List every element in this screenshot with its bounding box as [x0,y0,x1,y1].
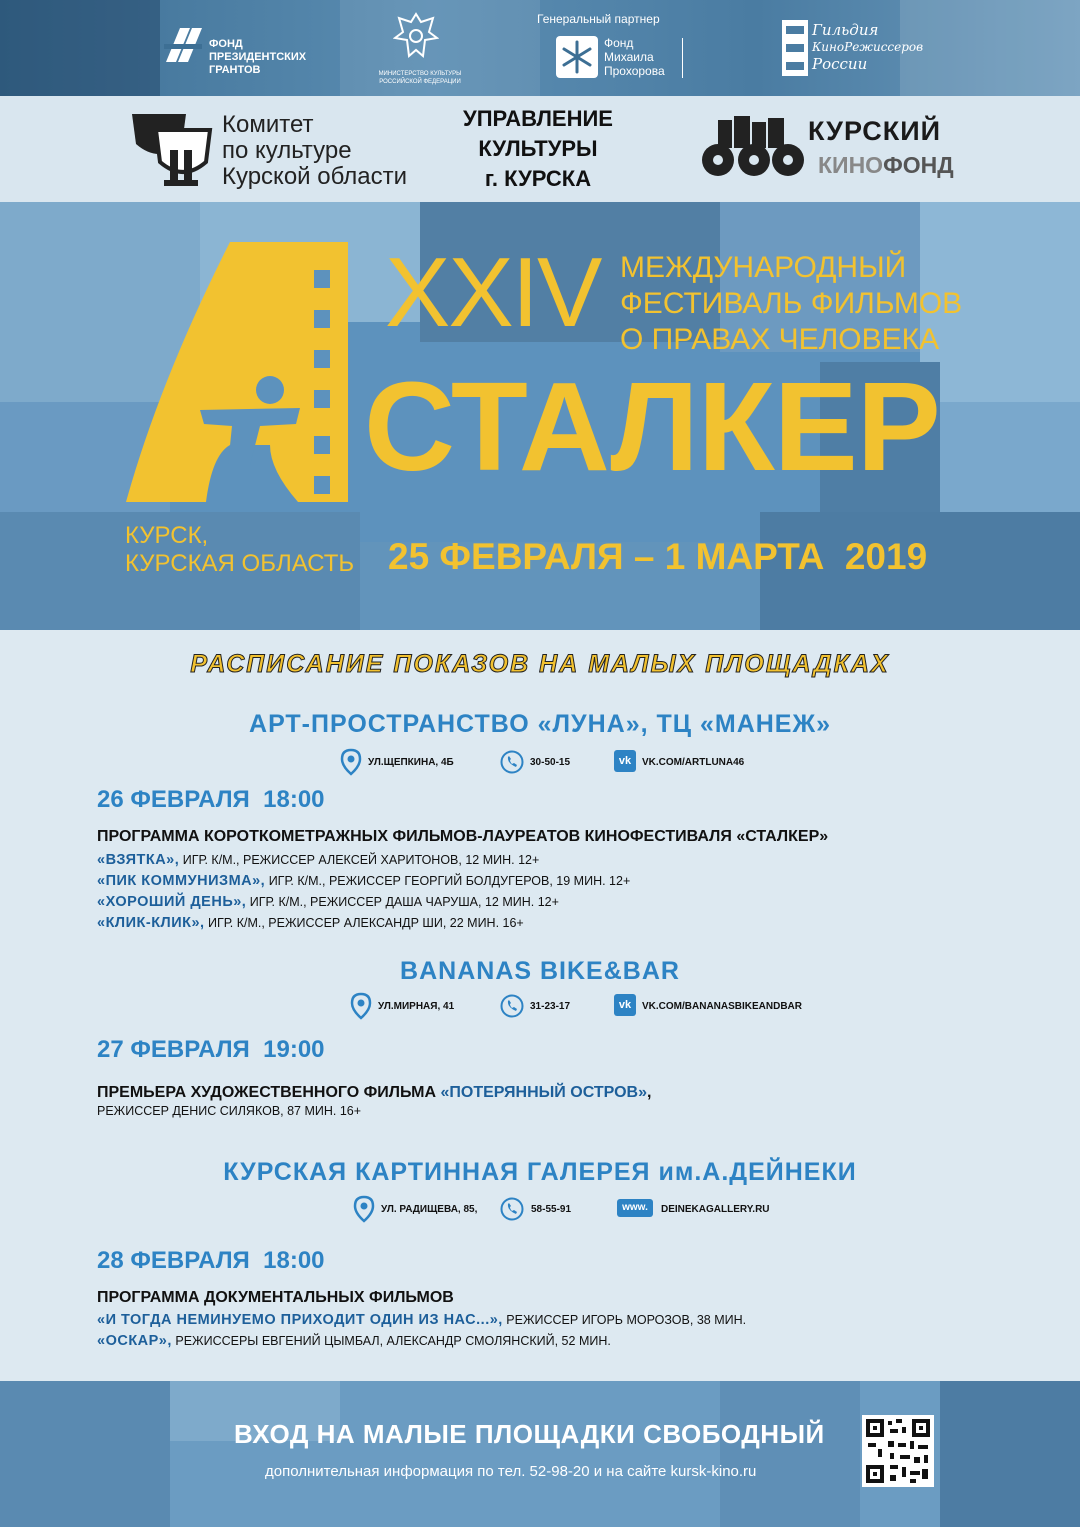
festival-subtitle [620,250,962,358]
venue-address: УЛ.ЩЕПКИНА, 4Б [368,757,454,768]
guild-line2: КиноРежиссеров [812,40,924,54]
location-pin-icon [353,1195,375,1223]
vk-icon: vk [614,994,636,1016]
city-line1: КУРСК, [125,522,209,549]
film-item: «ОСКАР», РЕЖИССЕРЫ ЕВГЕНИЙ ЦЫМБАЛ, АЛЕКСАНДР СМОЛЯНСКИЙ, 52 МИН. [97,1333,611,1349]
ministry-text: МИНИСТЕРСТВО КУЛЬТУРЫ РОССИЙСКОЙ ФЕДЕРАЦИИ [378,71,462,85]
guild-line3: России [812,55,868,73]
photo-tile [720,1381,860,1527]
film-list [97,1310,746,1352]
upravlenie-text: УПРАВЛЕНИЕ КУЛЬТУРЫ г. КУРСКА [463,106,613,191]
vk-icon: vk [614,750,636,772]
program-title: ПРОГРАММА КОРОТКОМЕТРАЖНЫХ ФИЛЬМОВ-ЛАУРЕАТОВ КИНОФЕСТИВАЛЯ «СТАЛКЕР» [97,828,829,845]
kinofond-kino: КИНО [818,152,884,178]
venue-address: УЛ. РАДИЩЕВА, 85, [381,1204,478,1215]
film-item: «ВЗЯТКА», ИГР. К/М., РЕЖИССЕР АЛЕКСЕЙ ХАРИТОНОВ, 12 МИН. 12+ [97,852,540,868]
venue-name: КУРСКАЯ КАРТИННАЯ ГАЛЕРЕЯ им.А.ДЕЙНЕКИ [223,1158,857,1186]
screening-date: 28 ФЕВРАЛЯ 18:00 [97,1247,325,1274]
fpg-text: ФОНД ПРЕЗИДЕНТСКИХ ГРАНТОВ [209,38,307,76]
guild-line1: Гильдия [812,21,879,39]
free-entry-text: ВХОД НА МАЛЫЕ ПЛОЩАДКИ СВОБОДНЫЙ [234,1419,825,1449]
photo-tile [0,1381,170,1527]
ministry-logo [393,10,439,69]
venue-phone: 31-23-17 [530,1001,571,1012]
venue-link[interactable]: VK.COM/BANANASBIKEANDBAR [642,1001,802,1012]
footer [0,1381,1080,1527]
www-icon: www. [617,1199,653,1217]
program-title: ПРОГРАММА ДОКУМЕНТАЛЬНЫХ ФИЛЬМОВ [97,1289,454,1306]
film-title: «ПОТЕРЯННЫЙ ОСТРОВ» [440,1084,647,1101]
sponsor-bar [0,0,1080,96]
city-film-reels-icon [696,116,806,178]
photo-tile [940,402,1080,512]
venue-contacts [340,748,820,776]
qr-code-icon[interactable] [862,1415,934,1487]
location-pin-icon [340,748,362,776]
divider [682,38,683,78]
kinofond-line2 [818,152,954,179]
fpg-logo [160,22,206,73]
film-strip-icon [782,20,808,76]
eagle-emblem-icon [393,10,439,64]
prokhorov-logo [556,36,598,78]
phone-icon [500,750,524,774]
schedule-heading: РАСПИСАНИЕ ПОКАЗОВ НА МАЛЫХ ПЛОЩАДКАХ [190,650,890,678]
screening-date: 27 ФЕВРАЛЯ 19:00 [97,1036,325,1063]
subtitle-line2: ФЕСТИВАЛЬ ФИЛЬМОВ [620,287,963,320]
subtitle-line1: МЕЖДУНАРОДНЫЙ [620,251,907,284]
film-item: «И ТОГДА НЕМИНУЕМО ПРИХОДИТ ОДИН ИЗ НАС...», РЕЖИССЕР ИГОРЬ МОРОЗОВ, 38 МИН. [97,1312,747,1328]
kinofond-line1: КУРСКИЙ [808,116,942,146]
venue-contacts [350,992,830,1020]
subtitle-line3: О ПРАВАХ ЧЕЛОВЕКА [620,323,940,356]
prokhorov-text: Фонд Михаила Прохорова [604,36,665,78]
venue-phone: 58-55-91 [531,1204,572,1215]
venue-link[interactable]: DEINEKAGALLERY.RU [661,1204,770,1215]
phone-icon [500,994,524,1018]
program-title: ПРЕМЬЕРА ХУДОЖЕСТВЕННОГО ФИЛЬМА «ПОТЕРЯННЫЙ ОСТРОВ», [97,1084,652,1101]
phone-icon [500,1197,524,1221]
venue-address: УЛ.МИРНАЯ, 41 [378,1001,455,1012]
partner-label: Генеральный партнер [537,12,660,26]
snowflake-icon [556,36,598,78]
festival-location [125,522,354,578]
festival-hero [0,202,1080,630]
film-item: «ПИК КОММУНИЗМА», ИГР. К/М., РЕЖИССЕР ГЕОРГИЙ БОЛДУГЕРОВ, 19 МИН. 12+ [97,873,631,889]
venue-phone: 30-50-15 [530,757,571,768]
screening-date: 26 ФЕВРАЛЯ 18:00 [97,786,325,813]
committee-text: Комитет по культуре Курской области [222,111,408,190]
qr-pattern [862,1415,934,1487]
theatre-masks-icon [126,110,216,190]
city-line2: КУРСКАЯ ОБЛАСТЬ [125,550,355,577]
festival-title: СТАЛКЕР [364,356,940,497]
film-info: РЕЖИССЕР ДЕНИС СИЛЯКОВ, 87 МИН. 16+ [97,1104,362,1118]
kinofond-fond: ФОНД [883,152,954,178]
film-item: «ХОРОШИЙ ДЕНЬ», ИГР. К/М., РЕЖИССЕР ДАША ЧАРУША, 12 МИН. 12+ [97,894,559,910]
location-pin-icon [350,992,372,1020]
venue-name: АРТ-ПРОСТРАНСТВО «ЛУНА», ТЦ «МАНЕЖ» [249,710,831,738]
guild-logo [782,20,922,76]
stalker-logo-icon [120,240,360,510]
fpg-emblem-icon [160,22,206,68]
venue-link[interactable]: VK.COM/ARTLUNA46 [642,757,745,768]
venue-contacts [353,1195,833,1223]
organizers-row [0,96,1080,202]
film-item: «КЛИК-КЛИК», ИГР. К/М., РЕЖИССЕР АЛЕКСАНДР ШИ, 22 МИН. 16+ [97,915,524,931]
venue-name: BANANAS BIKE&BAR [400,957,680,985]
contact-info: дополнительная информация по тел. 52-98-20 и на сайте kursk-kino.ru [265,1463,757,1480]
photo-tile [940,1381,1080,1527]
committee-emblem [126,110,216,195]
festival-number: XXIV [385,237,601,347]
kinofond-emblem [696,116,806,183]
film-list [97,850,630,934]
festival-dates: 25 ФЕВРАЛЯ – 1 МАРТА 2019 [388,536,928,577]
